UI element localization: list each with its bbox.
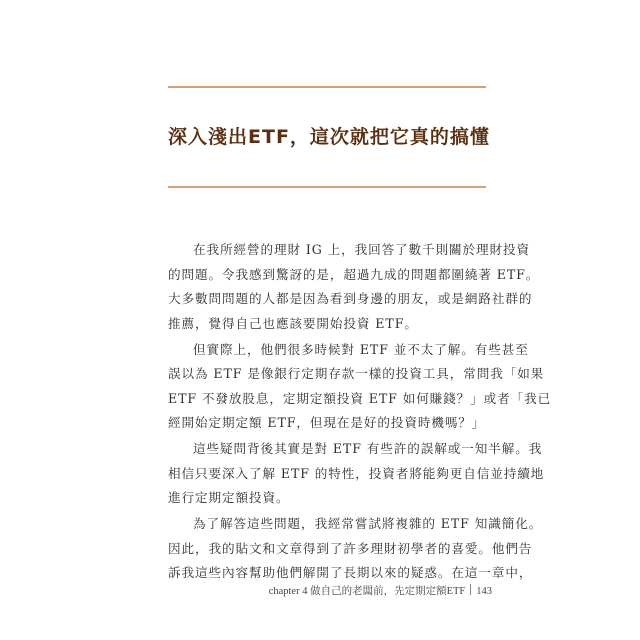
text-line: 訴我這些內容幫助他們解開了長期以來的疑惑。在這一章中， [168, 565, 533, 580]
text-line: 經開始定期定額 ETF，但現在是好的投資時機嗎？」 [168, 415, 486, 430]
text-line: 的問題。令我感到驚訝的是，超過九成的問題都圍繞著 ETF。 [168, 266, 540, 282]
running-head: chapter 4 做自己的老闆前，先定期定額ETF [268, 586, 466, 597]
text-line: 相信只要深入了解 ETF 的特性，投資者將能夠更自信並持續地 [168, 465, 545, 481]
text-line: ETF 不發放股息，定期定額投資 ETF 如何賺錢？」或者「我已 [168, 390, 552, 406]
text-line: 進行定期定額投資。 [168, 490, 290, 505]
text-line: 因此，我的貼文和文章得到了許多理財初學者的喜愛。他們告 [168, 540, 533, 556]
chapter-title: 深入淺出ETF，這次就把它真的搞懂 [168, 126, 490, 148]
paragraph-1 [168, 238, 540, 336]
paragraph-2 [168, 338, 552, 436]
paragraph-4 [168, 512, 543, 586]
text-line: 這些疑問背後其實是對 ETF 有些許的誤解或一知半解。我 [193, 441, 543, 456]
title-bottom-rule [168, 186, 486, 188]
text-line: 但實際上，他們很多時候對 ETF 並不太了解。有些甚至 [193, 341, 529, 357]
title-top-rule [168, 86, 486, 88]
text-line: 大多數問問題的人都是因為看到身邊的朋友，或是網路社群的 [168, 291, 533, 306]
footer-divider [470, 584, 471, 595]
page-number: 143 [476, 586, 492, 597]
text-line: 推薦，覺得自己也應該要開始投資 ETF。 [168, 315, 418, 331]
text-line: 在我所經營的理財 IG 上，我回答了數千則關於理財投資 [193, 242, 530, 257]
text-line: 為了解答這些問題，我經常嘗試將複雜的 ETF 知識簡化。 [193, 516, 543, 531]
page-footer [269, 583, 492, 598]
body-text [168, 238, 552, 586]
paragraph-3 [168, 437, 545, 511]
text-line: 誤以為 ETF 是像銀行定期存款一樣的投資工具，常問我「如果 [168, 366, 545, 381]
